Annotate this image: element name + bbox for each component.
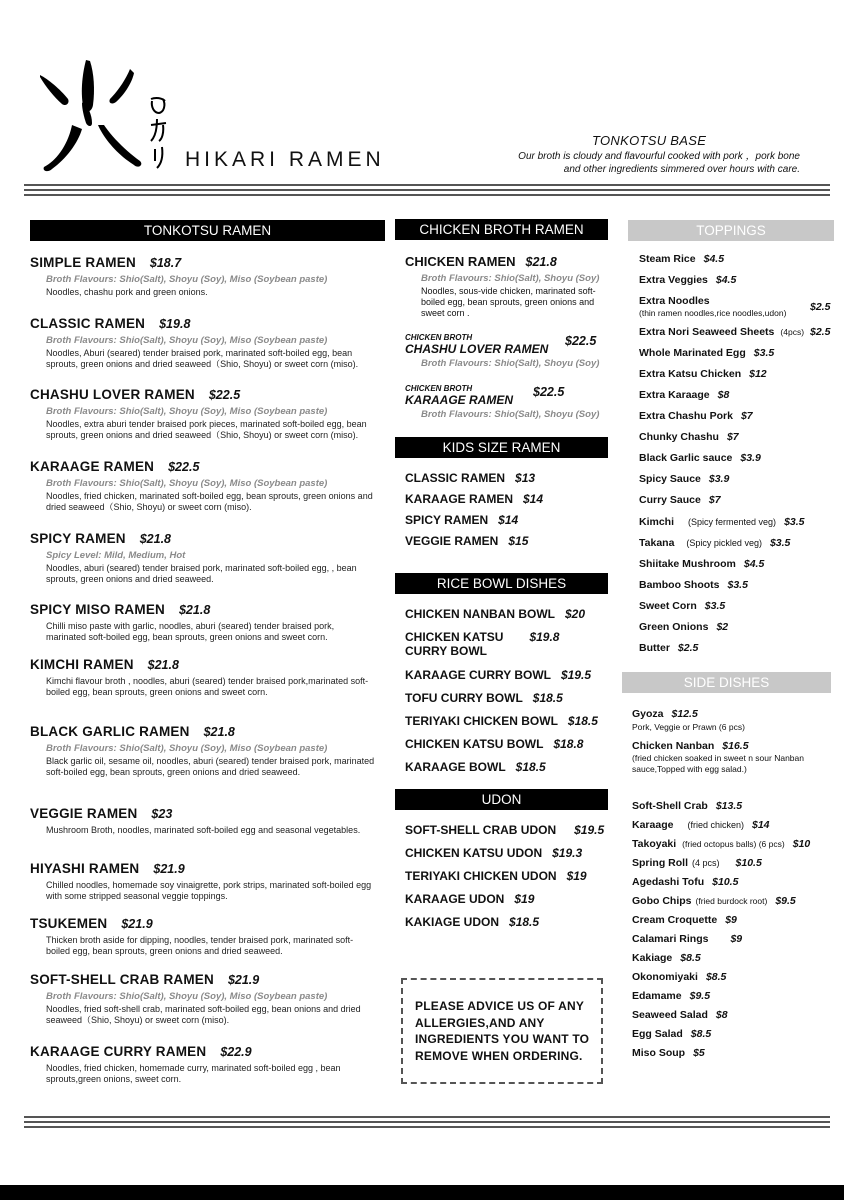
item-name: CHICKEN RAMEN [405, 254, 516, 269]
menu-item [30, 656, 375, 698]
item-name: Cream Croquette [632, 914, 718, 926]
menu-item [405, 737, 610, 751]
item-price: $10.5 [712, 876, 739, 888]
item-name: VEGGIE RAMEN [405, 534, 499, 548]
item-note: (Spicy fermented veg) [688, 517, 777, 527]
side-item [632, 1047, 705, 1059]
item-flavours: Broth Flavours: Shio(Salt), Shoyu (Soy), Miso (Soybean paste) [46, 274, 328, 285]
item-price: $2.5 [810, 301, 831, 313]
item-name: Takoyaki [632, 838, 677, 850]
item-price: $22.5 [533, 385, 565, 399]
side-item [632, 876, 738, 888]
item-price: $14 [751, 819, 770, 831]
side-item [632, 1009, 728, 1021]
item-name: Kimchi [639, 516, 675, 528]
side-item [632, 708, 698, 720]
menu-item [30, 386, 375, 441]
item-name: Soft-Shell Crab [632, 800, 708, 812]
item-price: $8 [715, 1009, 728, 1021]
menu-item [405, 534, 610, 548]
item-price: $8.5 [690, 1028, 712, 1040]
item-flavours: Broth Flavours: Shio(Salt), Shoyu (Soy), Miso (Soybean paste) [46, 743, 328, 754]
item-flavours: Broth Flavours: Shio(Salt), Shoyu (Soy), Miso (Soybean paste) [46, 406, 328, 417]
item-price: $2.5 [810, 326, 831, 338]
item-price: $22.5 [208, 388, 241, 402]
item-description: Noodles, sous-vide chicken, marinated soft-boiled egg, bean sprouts, green onions and sweet corn . [421, 286, 596, 318]
item-name: KIMCHI RAMEN [30, 657, 134, 672]
item-price: $10 [792, 838, 811, 850]
item-name: Bamboo Shoots [639, 579, 720, 591]
item-description: Noodles, fried chicken, marinated soft-boiled egg, bean sprouts, green onions and dried seaweed（Shio, Shoyu) or sweet corn (miso). [46, 491, 373, 512]
topping-item [639, 494, 721, 506]
tonkotsu-section [30, 220, 385, 1110]
section-banner: RICE BOWL DISHES [395, 573, 608, 594]
item-price: $19 [566, 869, 587, 883]
item-price: $3.9 [708, 473, 730, 485]
item-name: CHICKEN KATSU [405, 630, 504, 644]
item-price: $4.5 [703, 253, 725, 265]
item-price: $2 [716, 621, 729, 633]
menu-item [405, 471, 610, 485]
item-description: Noodles, Aburi (seared) tender braised pork, marinated soft-boiled egg, bean sprouts, green onions and dried seaweed（Shio, Shoyu) or sweet corn (miso). [46, 348, 359, 369]
item-name: CHASHU LOVER RAMEN [30, 387, 195, 402]
item-name: Shiitake Mushroom [639, 558, 736, 570]
item-price: $18.7 [149, 256, 182, 270]
item-price: $7 [740, 410, 753, 422]
item-price: $19.8 [159, 317, 191, 331]
item-price: $21.9 [227, 973, 260, 987]
item-price: $7 [708, 494, 721, 506]
menu-item [405, 668, 610, 682]
item-description: (fried chicken soaked in sweet n sour Nanban sauce,Topped with egg salad.) [632, 753, 804, 774]
item-note: (fried chicken) [687, 820, 744, 830]
item-name: KAKIAGE UDON [405, 915, 500, 929]
item-description: Thicken broth aside for dipping, noodles, tender braised pork, marinated soft-boiled egg, bean sprouts, green onions and dried seaweed. [46, 935, 354, 956]
hikari-kana-logo [148, 95, 170, 170]
menu-item [405, 691, 610, 705]
item-name: Extra Karaage [639, 389, 710, 401]
topping-item [639, 558, 764, 570]
topping-item [639, 600, 725, 612]
item-name: Agedashi Tofu [632, 876, 705, 888]
allergy-notice: PLEASE ADVICE US OF ANY ALLERGIES,AND ANY INGREDIENTS YOU WANT TO REMOVE WHEN ORDERING. [415, 999, 590, 1063]
item-name: Miso Soup [632, 1047, 686, 1059]
item-name: Calamari Rings [632, 933, 709, 945]
section-banner: TOPPINGS [628, 220, 834, 241]
topping-item [639, 579, 748, 591]
item-name: KARAAGE RAMEN [405, 393, 513, 407]
item-price: $19.5 [561, 668, 592, 682]
item-price: $21.8 [147, 658, 179, 672]
item-name: Edamame [632, 990, 682, 1002]
topping-item [639, 452, 761, 464]
divider-bottom [24, 1121, 830, 1123]
item-name: Black Garlic sauce [639, 452, 733, 464]
item-name: TERIYAKI CHICKEN UDON [405, 869, 557, 883]
item-note: (fried burdock root) [695, 896, 768, 906]
item-name: Spicy Sauce [639, 473, 701, 485]
item-prefix: CHICKEN BROTH [405, 333, 473, 342]
side-item [632, 914, 737, 926]
item-price: $3.5 [769, 537, 791, 549]
side-item [632, 895, 796, 907]
item-name: Extra Chashu Pork [639, 410, 733, 422]
item-description: Pork, Veggie or Prawn (6 pcs) [632, 722, 745, 732]
item-note: (fried octopus balls) (6 pcs) [682, 839, 785, 849]
topping-item [639, 326, 804, 338]
topping-item [639, 274, 736, 286]
item-price: $18.5 [532, 691, 563, 705]
item-name: Extra Veggies [639, 274, 708, 286]
item-name: HIYASHI RAMEN [30, 861, 140, 876]
section-banner: UDON [395, 789, 608, 810]
item-name: SOFT-SHELL CRAB RAMEN [30, 972, 214, 987]
item-name: CHICKEN KATSU UDON [405, 846, 543, 860]
item-name: Takana [639, 537, 675, 549]
brand-name: HIKARI RAMEN [185, 148, 385, 171]
item-name: Seaweed Salad [632, 1009, 708, 1021]
menu-item [405, 513, 610, 527]
item-description: Mushroom Broth, noodles, marinated soft-boiled egg and seasonal vegetables. [46, 825, 361, 835]
topping-item [639, 347, 774, 359]
item-price: $8 [717, 389, 730, 401]
side-item [632, 838, 810, 850]
section-banner: CHICKEN BROTH RAMEN [395, 219, 608, 240]
side-item [632, 952, 701, 964]
item-price: $18.5 [567, 714, 598, 728]
item-name: CHICKEN NANBAN BOWL [405, 607, 555, 621]
item-flavours: Broth Flavours: Shio(Salt), Shoyu (Soy), Miso (Soybean paste) [46, 478, 328, 489]
item-name: Gyoza [632, 708, 664, 720]
item-name: Spring Roll [632, 857, 688, 869]
item-name: KARAAGE CURRY RAMEN [30, 1044, 207, 1059]
item-description: Black garlic oil, sesame oil, noodles, aburi (seared) tender braised pork, marinated soft-boiled egg, bean sprouts, green onions and dried seaweed. [46, 756, 375, 777]
item-price: $21.9 [121, 917, 153, 931]
menu-item [405, 253, 610, 319]
section-banner: KIDS SIZE RAMEN [395, 437, 608, 458]
menu-item [30, 971, 375, 1026]
item-name: Whole Marinated Egg [639, 347, 746, 359]
item-name: Okonomiyaki [632, 971, 698, 983]
item-price: $5 [693, 1047, 705, 1059]
item-price: $18.8 [553, 737, 584, 751]
item-price: $3.9 [740, 452, 761, 464]
item-price: $21.8 [178, 603, 211, 617]
item-name: TERIYAKI CHICKEN BOWL [405, 714, 558, 728]
menu-item [30, 601, 375, 643]
menu-item [405, 869, 610, 883]
item-note: (Spicy pickled veg) [686, 538, 762, 548]
item-price: $12 [749, 368, 767, 380]
menu-item [30, 860, 375, 902]
item-price: $12.5 [671, 708, 698, 720]
topping-item [639, 621, 728, 633]
side-item [632, 819, 770, 831]
topping-item [639, 368, 767, 380]
item-price: $9.5 [689, 990, 711, 1002]
item-price: $3.5 [704, 600, 726, 612]
item-price: $20 [565, 607, 586, 621]
menu-item [405, 823, 610, 837]
menu-item [405, 892, 610, 906]
item-name: Gobo Chips [632, 895, 692, 907]
menu-item [30, 254, 375, 298]
item-price: $18.5 [515, 760, 546, 774]
item-name: Green Onions [639, 621, 709, 633]
menu-item [405, 607, 610, 621]
side-item [632, 971, 726, 983]
item-name: CLASSIC RAMEN [30, 316, 146, 331]
item-name: SPICY RAMEN [30, 531, 126, 546]
menu-item [30, 530, 375, 585]
item-flavours: Broth Flavours: Shio(Salt), Shoyu (Soy) [421, 273, 600, 284]
item-price: $13 [515, 471, 536, 485]
item-flavours: Broth Flavours: Shio(Salt), Shoyu (Soy) [421, 358, 600, 369]
item-name: Extra Nori Seaweed Sheets [639, 326, 775, 338]
menu-item [30, 315, 375, 370]
item-description: Noodles, fried chicken, homemade curry, marinated soft-boiled egg , bean sprouts,green onions, sweet corn. [46, 1063, 341, 1084]
item-flavours: Broth Flavours: Shio(Salt), Shoyu (Soy) [421, 409, 600, 420]
item-flavours: Spicy Level: Mild, Medium, Hot [46, 550, 186, 561]
item-price: $16.5 [722, 740, 749, 752]
topping-item [639, 295, 710, 307]
item-price: $22.9 [220, 1045, 252, 1059]
item-name: CHICKEN KATSU BOWL [405, 737, 544, 751]
item-name: CHASHU LOVER RAMEN [405, 342, 549, 356]
tonkotsu-base-title: TONKOTSU BASE [592, 133, 707, 148]
side-item [632, 800, 742, 812]
item-name: KARAAGE BOWL [405, 760, 506, 774]
menu-item [30, 1043, 375, 1085]
item-name: Chicken Nanban [632, 740, 715, 752]
item-name: SPICY MISO RAMEN [30, 602, 165, 617]
item-price: $22.5 [565, 334, 597, 348]
menu-item [30, 458, 375, 513]
section-banner: TONKOTSU RAMEN [30, 220, 385, 241]
item-price: $10.5 [735, 857, 762, 869]
menu-item [30, 805, 375, 836]
topping-item [639, 516, 805, 528]
item-description: Chilli miso paste with garlic, noodles, aburi (seared) tender braised pork, marinated soft-boiled egg, bean sprouts, green onions and sweet corn. [46, 621, 335, 642]
divider-top [24, 189, 830, 191]
item-price: $4.5 [743, 558, 765, 570]
allergy-notice-box [401, 978, 603, 1084]
side-item [632, 933, 742, 945]
topping-item [639, 431, 739, 443]
item-price: $14 [498, 513, 519, 527]
item-note: (4pcs) [780, 327, 805, 337]
section-banner: SIDE DISHES [622, 672, 831, 693]
item-price: $9 [725, 914, 737, 926]
divider-bottom [24, 1126, 830, 1128]
item-price: $21.8 [525, 255, 557, 269]
item-description: Noodles, aburi (seared) tender braised pork, marinated soft-boiled egg, , bean sprouts, green onions and dried seaweed. [46, 563, 357, 584]
side-item [632, 990, 710, 1002]
menu-item [30, 723, 375, 778]
item-price: $15 [508, 534, 529, 548]
item-price: $19.3 [552, 846, 583, 860]
item-note: (4 pcs) [692, 858, 720, 868]
topping-item [639, 410, 753, 422]
item-name: SPICY RAMEN [405, 513, 489, 527]
item-price: $19.5 [574, 823, 605, 837]
side-item [632, 1028, 711, 1040]
item-price: $3.5 [727, 579, 748, 591]
topping-item [639, 642, 698, 654]
item-price: $9 [730, 933, 743, 945]
menu-item [405, 915, 610, 929]
item-price: $9.5 [775, 895, 796, 907]
side-item [632, 857, 762, 869]
right-column [620, 220, 834, 1080]
item-prefix: CHICKEN BROTH [405, 384, 473, 393]
item-name: VEGGIE RAMEN [30, 806, 138, 821]
menu-item [405, 760, 610, 774]
item-name: Sweet Corn [639, 600, 697, 612]
item-description: Noodles, extra aburi tender braised pork pieces, marinated soft-boiled egg, bean sprouts, green onions and dried seaweed（Shio, Shoyu) or sweet corn (miso). [46, 419, 367, 440]
menu-item [405, 846, 610, 860]
item-name: TSUKEMEN [30, 916, 108, 931]
item-description: Noodles, fried soft-shell crab, marinated soft-boiled egg, bean onions and dried seaweed（Shio, Shoyu) or sweet corn (miso). [46, 1004, 361, 1025]
item-price: $19 [514, 892, 535, 906]
item-price: $13.5 [715, 800, 743, 812]
item-price: $18.5 [509, 915, 540, 929]
item-price: $23 [151, 807, 173, 821]
item-name: Extra Noodles [639, 295, 710, 307]
item-name: KARAAGE CURRY BOWL [405, 668, 551, 682]
item-description: Noodles, chashu pork and green onions. [46, 287, 208, 297]
item-name: SOFT-SHELL CRAB UDON [405, 823, 557, 837]
item-name: KARAAGE UDON [405, 892, 505, 906]
item-name-line2: CURRY BOWL [405, 644, 487, 658]
item-name: Steam Rice [639, 253, 696, 265]
item-name: Extra Katsu Chicken [639, 368, 742, 380]
item-name: Butter [639, 642, 670, 654]
item-flavours: Broth Flavours: Shio(Salt), Shoyu (Soy), Miso (Soybean paste) [46, 335, 328, 346]
item-price: $4.5 [715, 274, 737, 286]
item-price: $14 [523, 492, 544, 506]
item-name: KARAAGE RAMEN [30, 459, 155, 474]
item-name: BLACK GARLIC RAMEN [30, 724, 190, 739]
topping-item [639, 389, 729, 401]
item-name: Kakiage [632, 952, 673, 964]
item-price: $8.5 [705, 971, 727, 983]
item-price: $2.5 [677, 642, 699, 654]
item-price: $3.5 [753, 347, 775, 359]
item-name: Egg Salad [632, 1028, 683, 1040]
item-description: Kimchi flavour broth , noodles, aburi (seared) tender braised pork,marinated soft-boiled egg, bean sprouts, green onions and sweet corn. [46, 676, 369, 697]
menu-item [405, 333, 610, 369]
item-name: Karaage [632, 819, 674, 831]
item-name: Curry Sauce [639, 494, 701, 506]
middle-column [395, 219, 608, 1089]
menu-item [405, 492, 610, 506]
menu-item [30, 915, 375, 957]
item-price: $21.9 [153, 862, 185, 876]
topping-item [639, 537, 790, 549]
item-price: $7 [726, 431, 739, 443]
item-price: $22.5 [168, 460, 200, 474]
item-name: SIMPLE RAMEN [30, 255, 136, 270]
side-item [632, 740, 749, 752]
item-name: KARAAGE RAMEN [405, 492, 513, 506]
item-flavours: Broth Flavours: Shio(Salt), Shoyu (Soy), Miso (Soybean paste) [46, 991, 328, 1002]
topping-item [639, 473, 729, 485]
topping-item [639, 253, 724, 265]
menu-item [405, 630, 610, 658]
menu-item [405, 714, 610, 728]
item-price: $21.8 [203, 725, 235, 739]
tonkotsu-base-description: Our broth is cloudy and flavourful cooked with pork ，pork bone and other ingredients simmered over hours with care. [518, 151, 800, 175]
item-price: $19.8 [529, 630, 560, 644]
divider-top [24, 184, 830, 186]
item-note: (thin ramen noodles,rice noodles,udon) [639, 308, 787, 318]
divider-top [24, 194, 830, 196]
menu-item [405, 384, 610, 420]
item-description: Chilled noodles, homemade soy vinaigrette, pork strips, marinated soft-boiled egg with some stripped seasonal veggie toppings. [46, 880, 372, 901]
item-price: $3.5 [784, 516, 805, 528]
item-price: $8.5 [680, 952, 701, 964]
item-name: TOFU CURRY BOWL [405, 691, 523, 705]
item-name: CLASSIC RAMEN [405, 471, 506, 485]
item-price: $21.8 [139, 532, 171, 546]
divider-bottom [24, 1116, 830, 1118]
bottom-edge [0, 1185, 844, 1200]
item-name: Chunky Chashu [639, 431, 719, 443]
